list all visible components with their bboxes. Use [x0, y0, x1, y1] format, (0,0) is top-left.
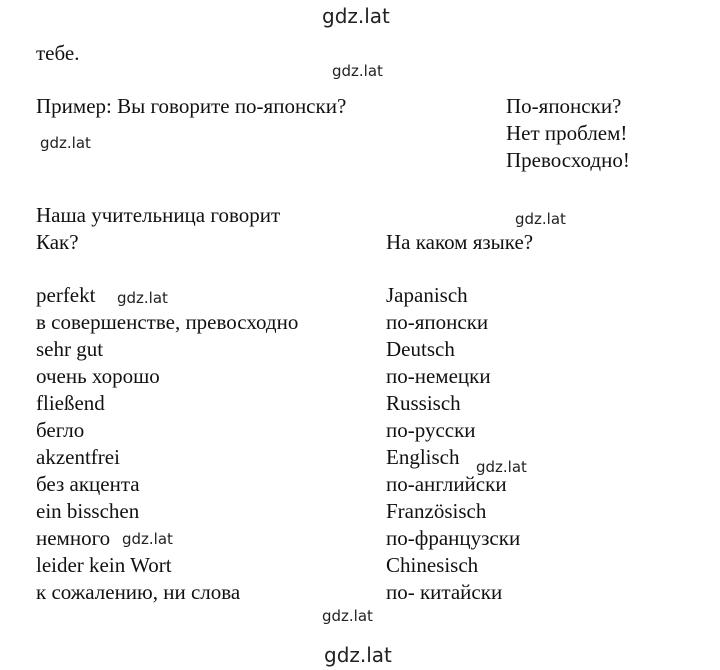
- language-item: по-немецки: [386, 364, 491, 388]
- watermark-top: gdz.lat: [322, 4, 390, 28]
- watermark: gdz.lat: [117, 289, 168, 307]
- prompt-line: Наша учительница говорит: [36, 203, 281, 227]
- watermark-bottom: gdz.lat: [324, 643, 392, 667]
- adverb-item: ein bisschen: [36, 499, 140, 523]
- watermark: gdz.lat: [515, 210, 566, 228]
- language-item: Englisch: [386, 445, 460, 469]
- prompt-which-language: На каком языке?: [386, 230, 534, 254]
- language-item: по-русски: [386, 418, 476, 442]
- watermark: gdz.lat: [40, 134, 91, 152]
- language-item: Japanisch: [386, 283, 468, 307]
- adverb-item: sehr gut: [36, 337, 104, 361]
- adverb-item: немного: [36, 526, 111, 550]
- language-item: Deutsch: [386, 337, 455, 361]
- watermark: gdz.lat: [322, 607, 373, 625]
- adverb-item: бегло: [36, 418, 85, 442]
- language-item: по-французски: [386, 526, 521, 550]
- language-item: по- китайски: [386, 580, 503, 604]
- adverb-item: fließend: [36, 391, 105, 415]
- watermark: gdz.lat: [122, 530, 173, 548]
- adverb-item: leider kein Wort: [36, 553, 172, 577]
- example-question: Пример: Вы говорите по-японски?: [36, 94, 347, 118]
- example-answer: Превосходно!: [506, 148, 630, 172]
- watermark: gdz.lat: [332, 62, 383, 80]
- language-item: по-английски: [386, 472, 507, 496]
- adverb-item: к сожалению, ни слова: [36, 580, 241, 604]
- language-item: Chinesisch: [386, 553, 479, 577]
- adverb-item: perfekt: [36, 283, 96, 307]
- top-fragment: тебе.: [36, 41, 80, 65]
- adverb-item: в совершенстве, превосходно: [36, 310, 299, 334]
- adverb-item: без акцента: [36, 472, 140, 496]
- adverb-item: akzentfrei: [36, 445, 120, 469]
- language-item: по-японски: [386, 310, 489, 334]
- adverb-item: очень хорошо: [36, 364, 160, 388]
- prompt-how: Как?: [36, 230, 79, 254]
- example-answer: Нет проблем!: [506, 121, 628, 145]
- language-item: Französisch: [386, 499, 487, 523]
- example-answer: По-японски?: [506, 94, 622, 118]
- language-item: Russisch: [386, 391, 461, 415]
- watermark: gdz.lat: [476, 458, 527, 476]
